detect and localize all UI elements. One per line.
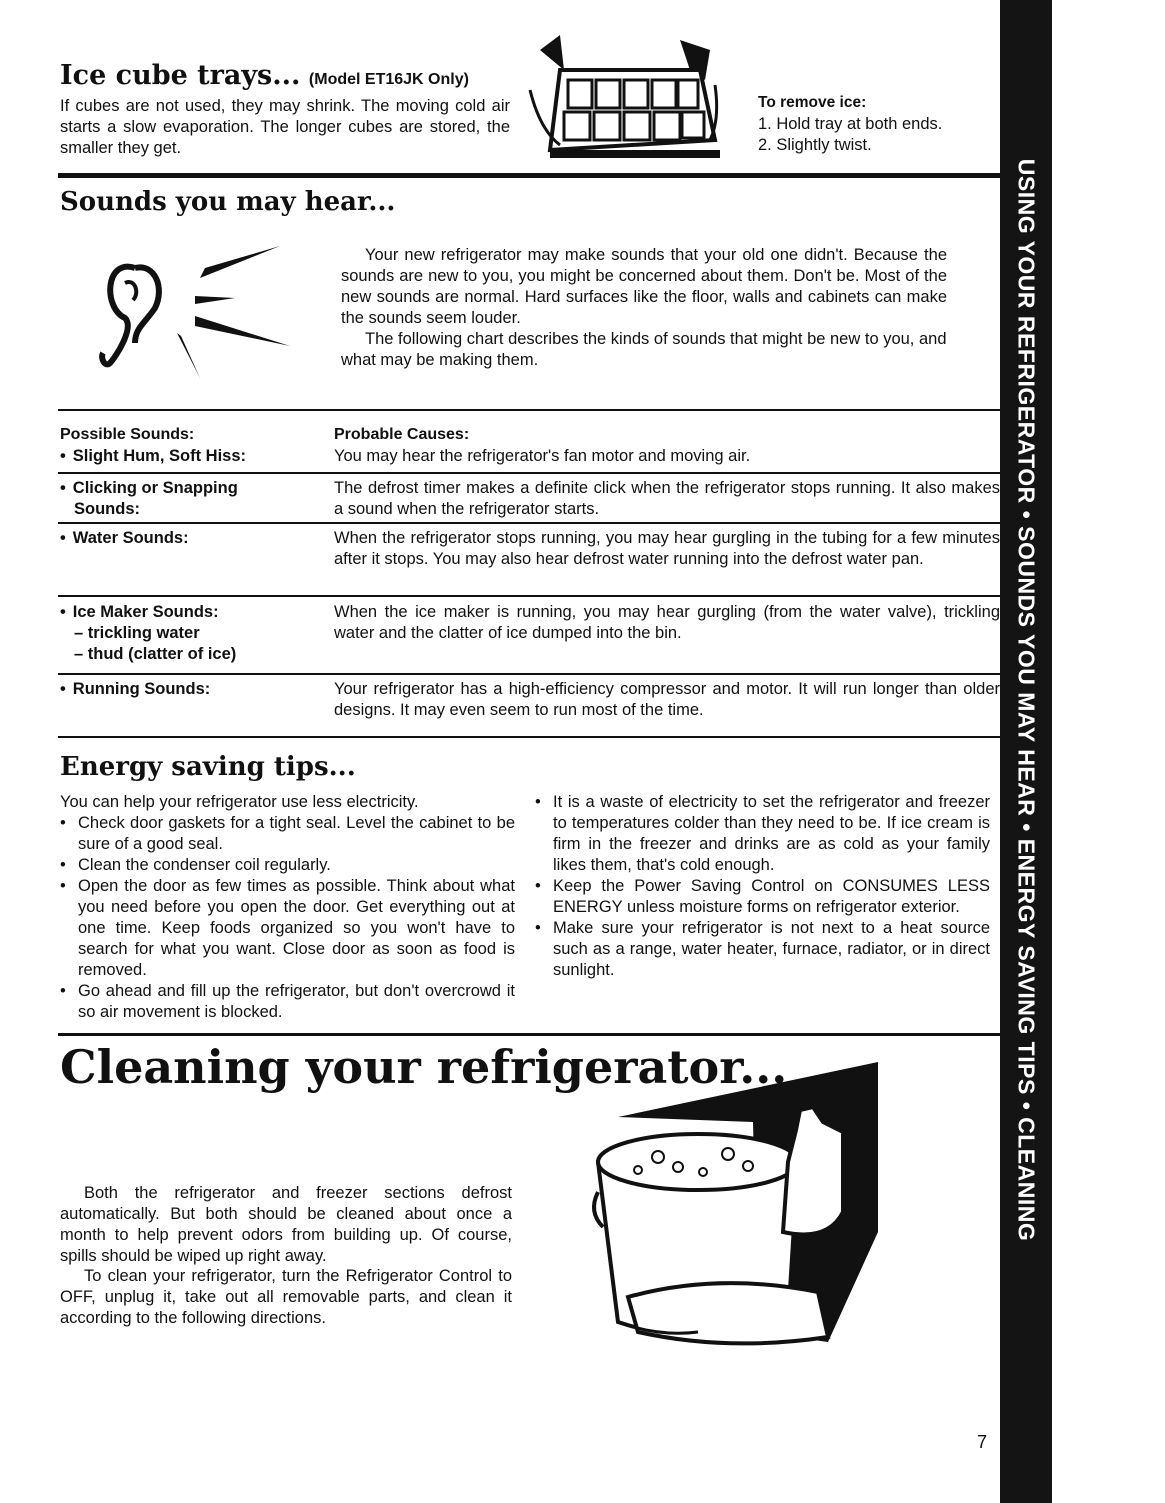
ice-text: If cubes are not used, they may shrink. The moving cold air starts a slow evaporation. The longer cubes are stored, the smaller they get.: [60, 97, 510, 157]
cleaning-title: Cleaning your refrigerator...: [60, 1040, 788, 1094]
ice-title: Ice cube trays...: [60, 60, 301, 91]
side-tab-text: USING YOUR REFRIGERATOR • SOUNDS YOU MAY HEAR • ENERGY SAVING TIPS • CLEANING: [1013, 158, 1040, 1242]
cleaning-p1: Both the refrigerator and freezer sections defrost automatically. But both should be cleaned about once a month to help prevent odors from building up. Of course, spills should be wiped up right away.: [60, 1184, 512, 1265]
ice-heading: [60, 60, 469, 91]
ear-sound-icon: [95, 238, 295, 378]
divider: [58, 673, 1000, 675]
col-header-causes: Probable Causes:: [334, 426, 470, 443]
sound-cause: Your refrigerator has a high-efficiency compressor and motor. It will run longer than older designs. It may even seem to run most of the time.: [334, 680, 1000, 719]
divider: [58, 173, 1000, 178]
energy-tip: • Open the door as few times as possible. Think about what you need before you open the door. Get everything out at one time. Keep foods organized so you won't have to search for what you want. Close door as soon as food is removed.: [60, 876, 515, 981]
energy-tip: • Keep the Power Saving Control on CONSUMES LESS ENERGY unless moisture forms on refrigerator exterior.: [535, 876, 990, 918]
energy-tip: • Make sure your refrigerator is not next to a heat source such as a range, water heater, furnace, radiator, or in direct sunlight.: [535, 918, 990, 981]
sound-cause: You may hear the refrigerator's fan motor and moving air.: [334, 447, 751, 465]
divider: [58, 522, 1000, 524]
sounds-intro-p2: The following chart describes the kinds of sounds that might be new to you, and what may be making them.: [341, 330, 947, 369]
sound-name: • Water Sounds:: [60, 528, 330, 549]
sound-subitem: – trickling water: [74, 624, 200, 642]
sounds-intro-p1: Your new refrigerator may make sounds that your old one didn't. Because the sounds are new to you, you might be concerned about them. Don't be. Most of the new sounds are normal. Hard surfaces like the floor, walls and cabinets can make the sounds seem louder.: [341, 246, 947, 327]
divider: [58, 472, 1000, 474]
sound-name: • Clicking or Snapping Sounds:: [60, 478, 304, 520]
energy-tip: • Go ahead and fill up the refrigerator, but don't overcrowd it so air movement is blocked.: [60, 981, 515, 1023]
sound-cause: When the refrigerator stops running, you may hear gurgling in the tubing for a few minutes after it stops. You may also hear defrost water running into the defrost water pan.: [334, 529, 1000, 568]
energy-intro: You can help your refrigerator use less electricity.: [60, 793, 419, 811]
cleaning-bucket-illustration: [578, 1062, 898, 1402]
energy-title: Energy saving tips...: [60, 752, 356, 782]
divider: [58, 1033, 1000, 1036]
sound-name: • Running Sounds:: [60, 679, 330, 700]
divider: [58, 409, 1000, 411]
sound-name: • Ice Maker Sounds:: [60, 602, 330, 623]
energy-tip: • Clean the condenser coil regularly.: [60, 855, 515, 876]
sound-cause: When the ice maker is running, you may hear gurgling (from the water valve), trickling water and the clatter of ice dumped into the bin.: [334, 603, 1000, 642]
energy-tip: • Check door gaskets for a tight seal. Level the cabinet to be sure of a good seal.: [60, 813, 515, 855]
remove-ice-step-2: 2. Slightly twist.: [758, 136, 872, 154]
sound-subitem: – thud (clatter of ice): [74, 645, 237, 663]
sound-cause: The defrost timer makes a definite click when the refrigerator stops running. It also makes a sound when the refrigerator starts.: [334, 479, 1000, 518]
remove-ice-heading: To remove ice:: [758, 94, 867, 111]
sound-name-group: [60, 602, 330, 665]
energy-right-column: [535, 792, 990, 981]
ice-tray-illustration: [520, 30, 725, 165]
sounds-title: Sounds you may hear...: [60, 187, 396, 217]
cleaning-p2: To clean your refrigerator, turn the Refrigerator Control to OFF, unplug it, take out all removable parts, and clean it according to the following directions.: [60, 1267, 512, 1327]
page-number: 7: [977, 1432, 988, 1452]
energy-tip: • It is a waste of electricity to set the refrigerator and freezer to temperatures colder than they need to be. If ice cream is firm in the freezer and drinks are as cold as your family likes them, that's cold enough.: [535, 792, 990, 876]
remove-ice-step-1: 1. Hold tray at both ends.: [758, 115, 943, 133]
energy-left-column: [60, 792, 515, 1023]
col-header-sounds: Possible Sounds:: [60, 426, 195, 443]
divider: [58, 736, 1000, 738]
divider: [58, 595, 1000, 597]
ice-model-note: (Model ET16JK Only): [308, 71, 469, 88]
sound-name: • Slight Hum, Soft Hiss:: [60, 446, 330, 467]
